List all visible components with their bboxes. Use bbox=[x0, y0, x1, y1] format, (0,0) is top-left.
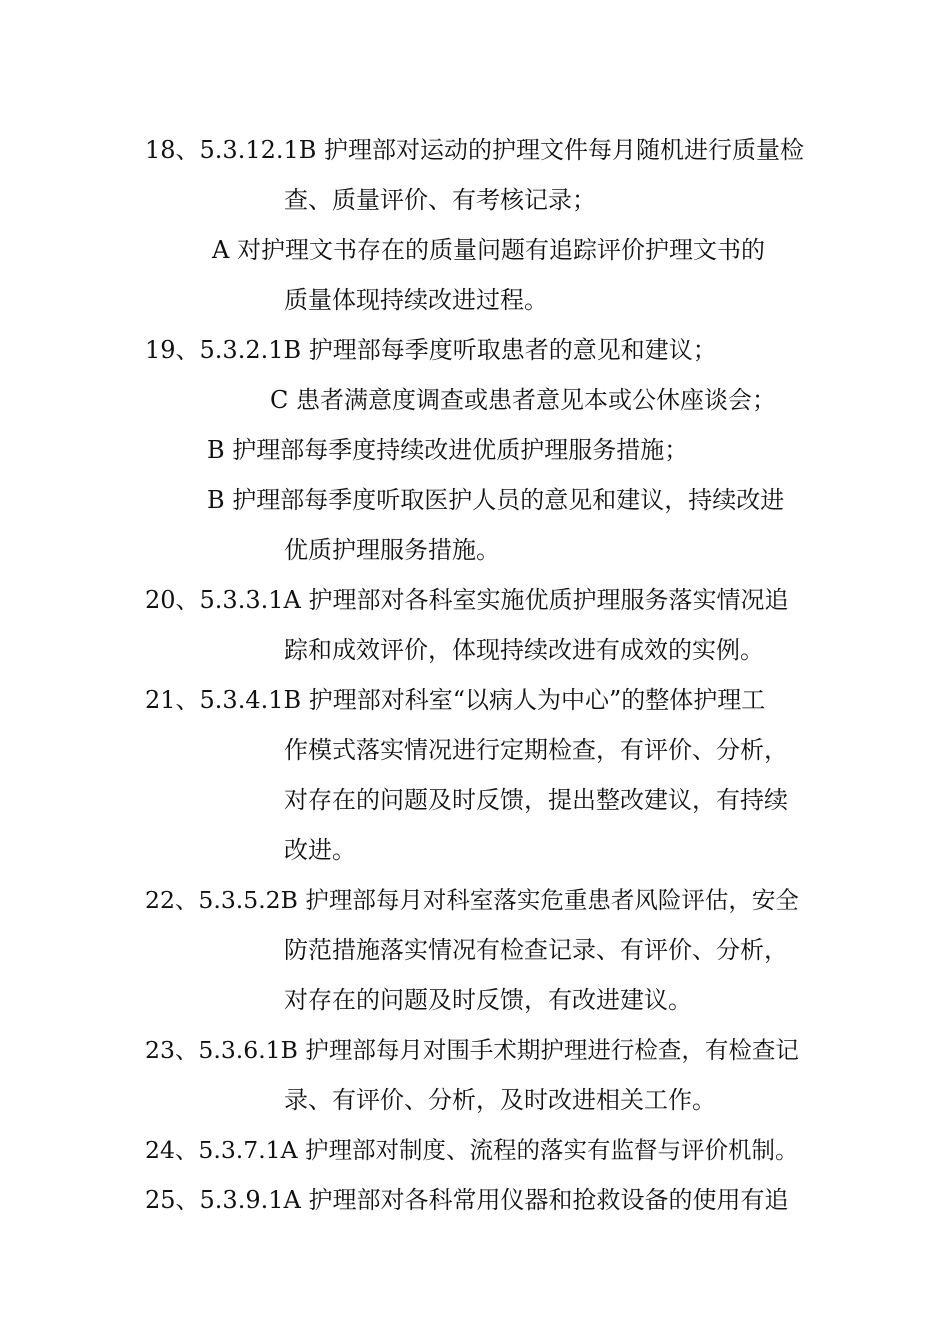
item-21-line-4: 改进。 bbox=[284, 836, 356, 864]
item-18a-line-1: A 对护理文书存在的质量问题有追踪评价护理文书的 bbox=[212, 236, 765, 264]
item-19b2-line-2: 优质护理服务措施。 bbox=[284, 536, 500, 564]
item-21-line-1: 21、5.3.4.1B 护理部对科室“以病人为中心”的整体护理工 bbox=[145, 686, 766, 714]
item-23-line-1: 23、5.3.6.1B 护理部每月对围手术期护理进行检查，有检查记 bbox=[145, 1036, 799, 1064]
item-21-line-3: 对存在的问题及时反馈，提出整改建议，有持续 bbox=[284, 786, 788, 814]
item-22-line-2: 防范措施落实情况有检查记录、有评价、分析， bbox=[284, 936, 788, 964]
item-19c-line-1: C 患者满意度调查或患者意见本或公休座谈会； bbox=[270, 386, 776, 414]
item-18a-line-2: 质量体现持续改进过程。 bbox=[284, 286, 548, 314]
item-22-line-3: 对存在的问题及时反馈，有改进建议。 bbox=[284, 986, 692, 1014]
item-23-line-2: 录、有评价、分析，及时改进相关工作。 bbox=[284, 1086, 716, 1114]
item-18-line-1: 18、5.3.12.1B 护理部对运动的护理文件每月随机进行质量检 bbox=[145, 136, 805, 164]
item-18-line-2: 查、质量评价、有考核记录； bbox=[284, 186, 596, 214]
item-25-line-1: 25、5.3.9.1A 护理部对各科常用仪器和抢救设备的使用有追 bbox=[145, 1186, 789, 1214]
item-22-line-1: 22、5.3.5.2B 护理部每月对科室落实危重患者风险评估，安全 bbox=[145, 886, 799, 914]
item-21-line-2: 作模式落实情况进行定期检查，有评价、分析， bbox=[284, 736, 788, 764]
item-20-line-2: 踪和成效评价，体现持续改进有成效的实例。 bbox=[284, 636, 764, 664]
item-19b1-line-1: B 护理部每季度持续改进优质护理服务措施； bbox=[207, 436, 689, 464]
item-24-line-1: 24、5.3.7.1A 护理部对制度、流程的落实有监督与评价机制。 bbox=[145, 1136, 799, 1164]
item-19b2-line-1: B 护理部每季度听取医护人员的意见和建议，持续改进 bbox=[207, 486, 785, 514]
item-20-line-1: 20、5.3.3.1A 护理部对各科室实施优质护理服务落实情况追 bbox=[145, 586, 789, 614]
item-19-line-1: 19、5.3.2.1B 护理部每季度听取患者的意见和建议； bbox=[145, 336, 717, 364]
